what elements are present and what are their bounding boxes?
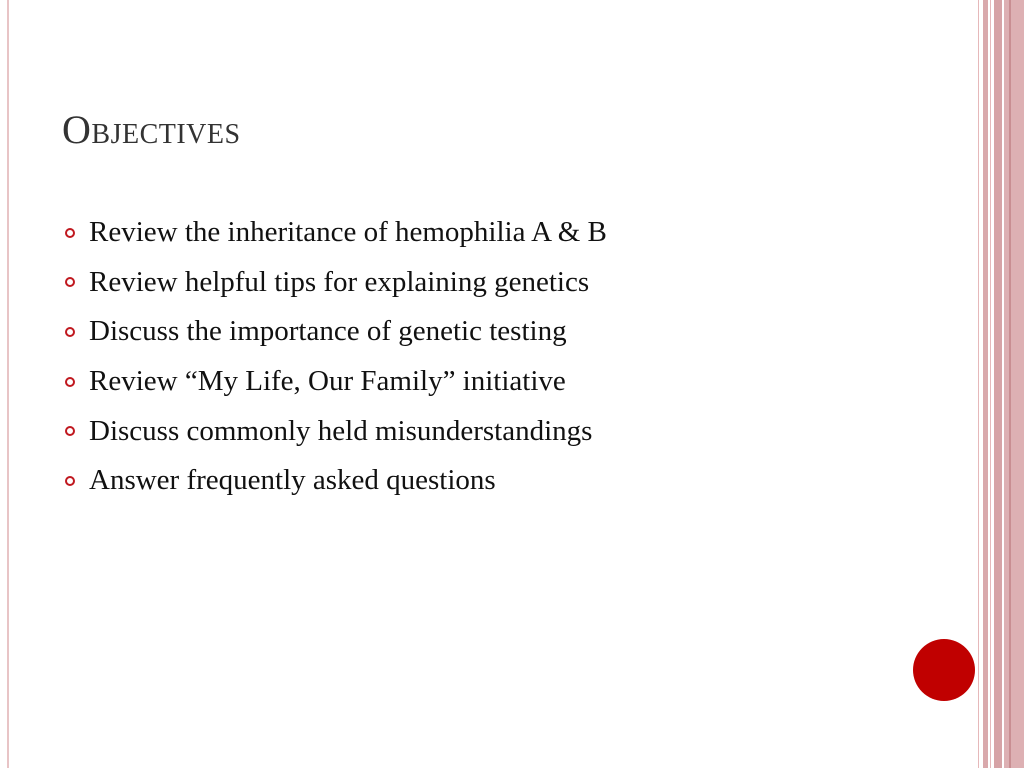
right-border-stripe: [978, 0, 979, 768]
left-border-rule: [7, 0, 9, 768]
right-border-stripe: [1004, 0, 1024, 768]
bullet-text: Discuss the importance of genetic testing: [89, 315, 567, 348]
list-item: [62, 357, 607, 407]
bullet-text: Review helpful tips for explaining genetics: [89, 265, 590, 298]
bullet-text: Discuss commonly held misunderstandings: [89, 414, 593, 447]
bullet-text: Answer frequently asked questions: [89, 464, 496, 497]
list-item: [62, 406, 607, 456]
list-item: [62, 208, 607, 258]
list-item: [62, 258, 607, 308]
bullet-circle-icon: [65, 476, 75, 486]
decorative-circle-icon: [913, 639, 975, 701]
right-border-stripe: [1009, 0, 1011, 768]
bullet-text: Review the inheritance of hemophilia A & B: [89, 216, 607, 249]
right-border-stripe: [994, 0, 1002, 768]
bullet-circle-icon: [65, 277, 75, 287]
bullet-circle-icon: [65, 426, 75, 436]
right-border-stripe: [983, 0, 988, 768]
bullet-circle-icon: [65, 377, 75, 387]
bullet-text: Review “My Life, Our Family” initiative: [89, 365, 566, 398]
bullet-circle-icon: [65, 327, 75, 337]
right-border-stripe: [990, 0, 991, 768]
slide-title: Objectives: [62, 107, 241, 152]
list-item: [62, 456, 607, 506]
bullet-circle-icon: [65, 228, 75, 238]
list-item: [62, 307, 607, 357]
bullet-list: [62, 208, 607, 506]
